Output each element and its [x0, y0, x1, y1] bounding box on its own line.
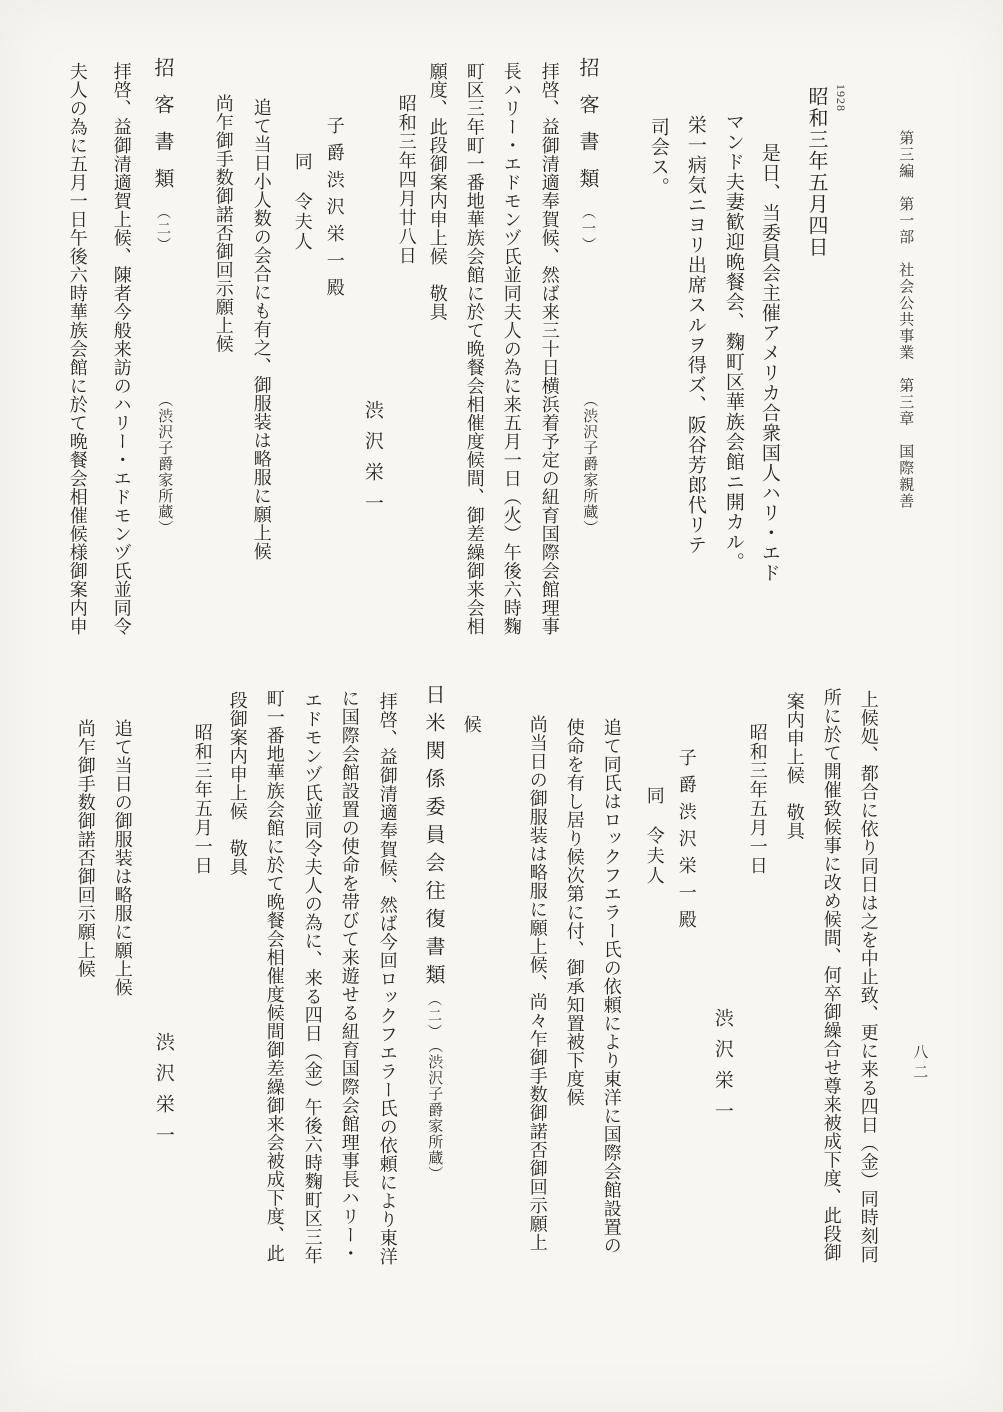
- doc2-section-title: [150, 57, 173, 253]
- doc3-line: 段御案内申上候 敬具: [227, 691, 248, 876]
- doc2-line: 夫人の為に五月一日午後六時華族会館に於て晩餐会相催候様御案内申: [67, 62, 88, 636]
- entry-line: マンド夫妻歓迎晩餐会、麴町区華族会館ニ開カル。: [722, 112, 744, 572]
- doc3-title-text: 日米関係委員会往復書類: [422, 684, 444, 992]
- doc1-line: 願度、此段御案内申上候 敬具: [427, 62, 448, 321]
- doc3-postscript: 追て当日の御服装は略服に願上候: [112, 719, 133, 997]
- doc1-section-title: [575, 57, 598, 253]
- doc1-number: （一）: [580, 205, 595, 253]
- doc2-postscript: 使命を有し居り候次第に付、御承知置被下度候: [564, 718, 585, 1107]
- doc1-line: 拝啓、益御清適奉賀候、然ば来三十日横浜着予定の紐育国際会館理事: [539, 62, 560, 636]
- doc1-title-text: 招客書類: [576, 57, 598, 205]
- doc2-addressee: 同 令夫人: [644, 786, 665, 886]
- entry-line: 栄一病気ニヨリ出席スルヲ得ズ、阪谷芳郎代リテ: [684, 115, 706, 555]
- doc2-postscript: 尚当日の御服装は略服に願上候、尚々乍御手数御諾否御回示願上: [527, 715, 548, 1252]
- doc3-line: エドモンヅ氏並同令夫人の為に、来る四日（金）午後六時麴町区三年: [302, 691, 323, 1265]
- doc3-line: 町一番地華族会館に於て晩餐会相催度候間御差繰御来会被成下度、此: [264, 689, 285, 1263]
- doc2-addressee: 子爵渋沢栄一殿: [676, 748, 697, 937]
- doc3-section-title: [421, 684, 444, 1040]
- doc3-line: に国際会館設置の使命を帯びて来遊せる紐育国際会館理事長ハリー・: [339, 689, 360, 1263]
- doc3-date: 昭和三年五月一日: [192, 723, 213, 875]
- entry-date-headline: 昭和三年五月四日: [805, 86, 827, 258]
- doc2-line: 案内申上候 敬具: [784, 692, 805, 840]
- doc2-line: 上候処、都合に依り同日は之を中止致、更に来る四日（金）同時刻同: [858, 690, 879, 1264]
- doc2-source-note: （渋沢子爵家所蔵）: [156, 392, 173, 536]
- doc1-source-note: （渋沢子爵家所蔵）: [581, 392, 598, 536]
- doc2-date: 昭和三年五月一日: [747, 723, 768, 875]
- doc1-postscript: 追て当日小人数の会合にも有之、御服装は略服に願上候: [251, 98, 272, 561]
- doc1-line: 町区三年町一番地華族会館に於て晩餐会相催度候間、御差繰御来会相: [464, 62, 485, 636]
- doc1-line: 長ハリー・エドモンヅ氏並同夫人の為に来五月一日（火）午後六時麴: [501, 62, 522, 636]
- doc2-line: 所に於て開催致候事に改め候間、何卒御繰合せ尊来被成下度、此段御: [821, 688, 842, 1262]
- doc3-line: 拝啓、益御清適奉賀候、然ば今回ロックフエラー氏の依頼により東洋: [377, 692, 398, 1266]
- doc2-signature: 渋沢栄一: [711, 1008, 733, 1132]
- doc1-date: 昭和三年四月廿八日: [396, 94, 417, 265]
- doc3-postscript: 尚乍御手数御諾否御回示願上候: [75, 719, 96, 978]
- chapter-header: 第三編 第一部 社会公共事業 第三章 国際親善: [897, 130, 914, 510]
- doc3-signature: 渋沢栄一: [152, 1032, 174, 1156]
- entry-line: 司会ス。: [647, 117, 669, 197]
- doc2-line: 拝啓、益御清適賀上候、陳者今般来訪のハリー・エドモンヅ氏並同令: [111, 62, 132, 636]
- entry-line: 是日、当委員会主催アメリカ合衆国人ハリ・エド: [758, 143, 780, 583]
- doc2-number: （二）: [155, 205, 170, 253]
- year-annotation: 1928: [833, 84, 848, 112]
- page-number: 八二: [911, 1044, 928, 1084]
- doc1-postscript: 尚乍御手数御諾否御回示願上候: [213, 94, 234, 353]
- doc1-addressee: 同 令夫人: [292, 152, 313, 252]
- doc2-postscript: 候: [461, 715, 482, 734]
- doc1-addressee: 子爵渋沢栄一殿: [324, 116, 345, 305]
- doc1-signature: 渋沢栄一: [361, 400, 383, 524]
- doc3-source-note: （渋沢子爵家所蔵）: [426, 1038, 443, 1182]
- doc3-number: （二）: [426, 992, 441, 1040]
- doc2-postscript: 追て同氏はロックフエラー氏の依頼により東洋に国際会館設置の: [601, 718, 622, 1255]
- doc2-title-text: 招客書類: [151, 57, 173, 205]
